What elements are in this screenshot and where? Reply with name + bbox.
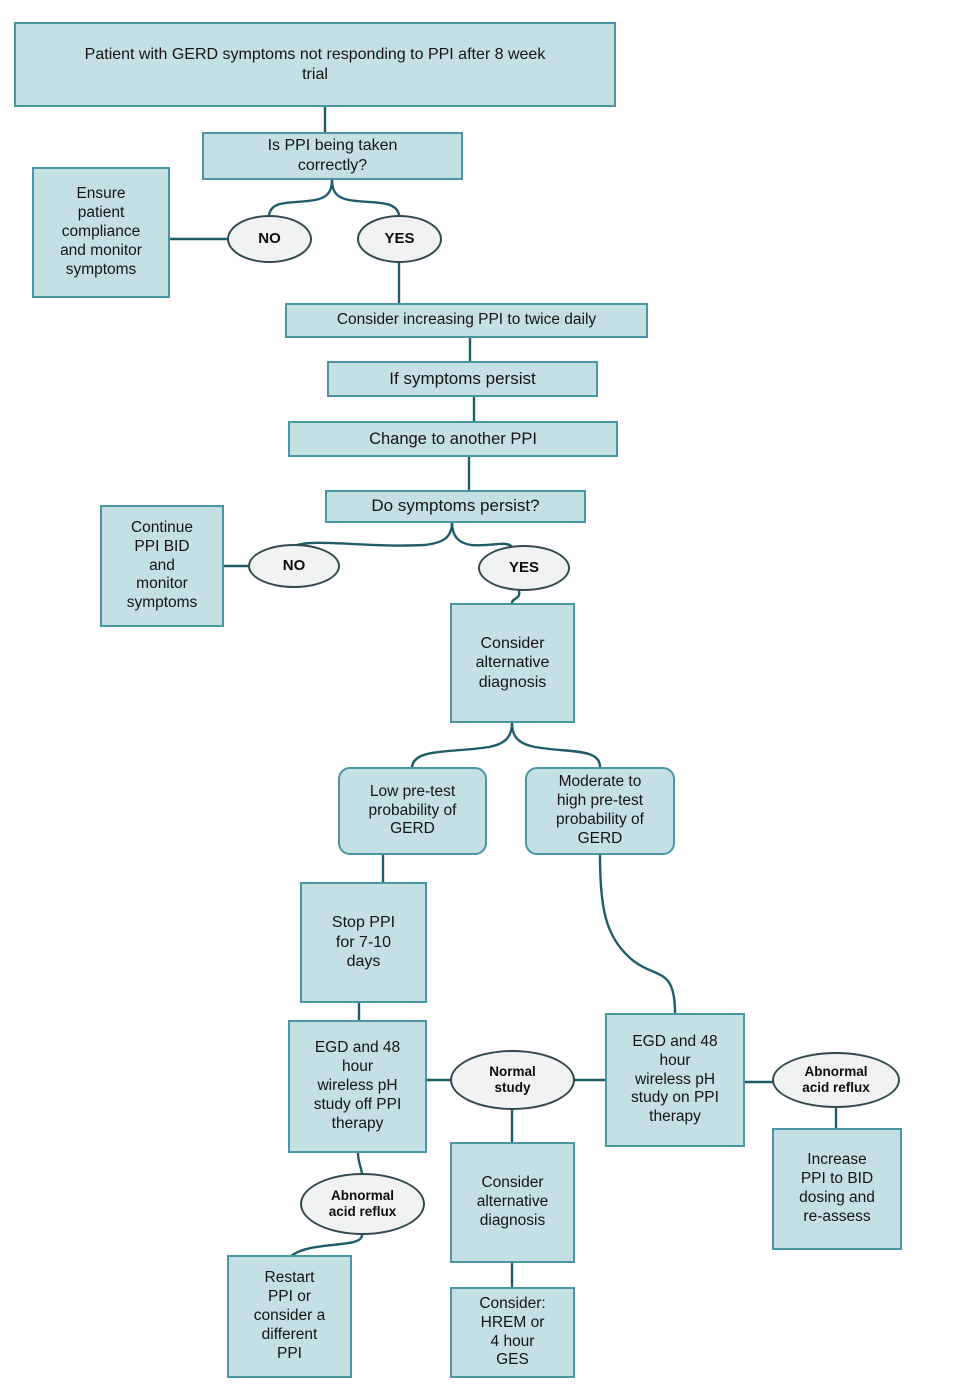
- connector-brace3-left: [412, 723, 512, 767]
- node-consider-alternative-diagnosis: Consider alternative diagnosis: [450, 603, 575, 723]
- connector-brace1-left: [269, 180, 332, 215]
- connector-modhigh-to-egdon: [600, 855, 675, 1013]
- node-low-pretest-probability: Low pre-test probability of GERD: [338, 767, 487, 855]
- node-change-to-another-ppi: Change to another PPI: [288, 421, 618, 457]
- ellipse-normal-study: Normal study: [450, 1050, 575, 1110]
- ellipse-abnormal-acid-reflux-left: Abnormal acid reflux: [300, 1173, 425, 1235]
- connector-abnormalleft-to-restart: [291, 1235, 362, 1256]
- node-egd-off-ppi: EGD and 48 hour wireless pH study off PPI therapy: [288, 1020, 427, 1153]
- node-stop-ppi: Stop PPI for 7-10 days: [300, 882, 427, 1003]
- node-if-symptoms-persist: If symptoms persist: [327, 361, 598, 397]
- ellipse-no-2: NO: [248, 544, 340, 588]
- node-increase-ppi-bid-reassess: Increase PPI to BID dosing and re-assess: [772, 1128, 902, 1250]
- connector-brace3-right: [512, 723, 600, 767]
- connector-brace1-right: [332, 180, 399, 215]
- ellipse-no-1: NO: [227, 215, 312, 263]
- ellipse-abnormal-acid-reflux-right: Abnormal acid reflux: [772, 1052, 900, 1108]
- node-moderate-high-pretest-probability: Moderate to high pre-test probability of GERD: [525, 767, 675, 855]
- connector-yes2-to-altdx: [512, 591, 519, 603]
- connector-brace2-right: [452, 522, 512, 547]
- node-ensure-compliance: Ensure patient compliance and monitor symptoms: [32, 167, 170, 298]
- node-do-symptoms-persist: Do symptoms persist?: [325, 490, 586, 523]
- node-start: Patient with GERD symptoms not responding to PPI after 8 week trial: [14, 22, 616, 107]
- node-consider-hrem-ges: Consider: HREM or 4 hour GES: [450, 1287, 575, 1378]
- node-consider-alternative-diagnosis-2: Consider alternative diagnosis: [450, 1142, 575, 1263]
- node-restart-ppi: Restart PPI or consider a different PPI: [227, 1255, 352, 1378]
- node-continue-ppi-bid: Continue PPI BID and monitor symptoms: [100, 505, 224, 627]
- ellipse-yes-2: YES: [478, 545, 570, 591]
- connector-brace2-left: [295, 522, 452, 546]
- node-consider-increasing-ppi: Consider increasing PPI to twice daily: [285, 303, 648, 338]
- node-egd-on-ppi: EGD and 48 hour wireless pH study on PPI therapy: [605, 1013, 745, 1147]
- ellipse-yes-1: YES: [357, 215, 442, 263]
- connector-egdoff-to-abnormalleft: [358, 1153, 362, 1174]
- node-is-ppi-taken-correctly: Is PPI being taken correctly?: [202, 132, 463, 180]
